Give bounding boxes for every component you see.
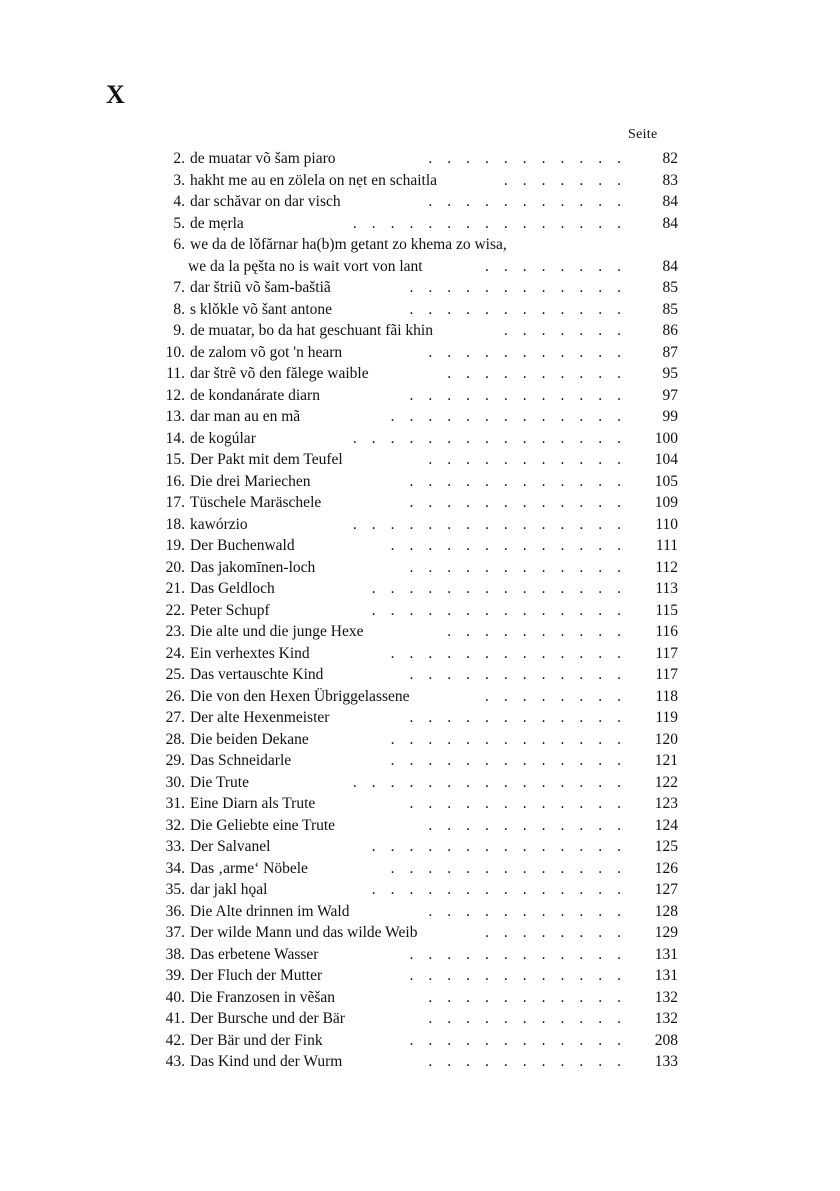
toc-entry-page: 84 — [662, 193, 678, 210]
toc-entry-number: 11. — [166, 365, 185, 382]
leader-dots: ............ — [409, 945, 636, 963]
toc-entry-title: Die Trute — [190, 773, 249, 791]
toc-entry-number: 14. — [165, 429, 185, 447]
toc-entry-page: 118 — [655, 687, 678, 705]
toc-entry-number: 2. — [173, 150, 185, 167]
toc-entry-title: de muatar võ šam piaro — [190, 150, 336, 167]
toc-entry — [140, 944, 700, 966]
toc-entry-number: 10. — [165, 343, 185, 361]
toc-entry-number: 41. — [165, 1010, 185, 1027]
toc-entry-title: Der Pakt mit dem Teufel — [190, 451, 343, 468]
leader-dots: ............... — [352, 429, 636, 447]
toc-entry-title: de muatar, bo da hat geschuant fãi khin — [190, 322, 433, 339]
leader-dots: .............. — [371, 601, 636, 619]
leader-dots: ............... — [352, 773, 636, 791]
toc-entry-title: Ein verhextes Kind — [190, 644, 310, 662]
toc-entry-title: hakht me au en zölela on nẹt en schaitla — [190, 171, 438, 189]
leader-dots: ............ — [409, 386, 636, 404]
toc-entry-page: 82 — [662, 150, 678, 167]
toc-entry-number: 3. — [173, 171, 185, 189]
leader-dots: .............. — [371, 881, 636, 898]
toc-entry — [140, 1051, 700, 1073]
column-header-seite: Seite — [628, 127, 658, 142]
toc-entry — [140, 428, 700, 450]
toc-entry-number: 12. — [165, 386, 185, 404]
leader-dots: ....... — [503, 171, 636, 189]
toc-entry-number: 21. — [165, 580, 185, 597]
toc-entry-number: 40. — [165, 988, 185, 1006]
toc-entry-page: 116 — [655, 623, 678, 640]
toc-entry-title: s klǒkle võ šant antone — [190, 300, 333, 318]
toc-entry-title: dar schăvar on dar visch — [190, 193, 341, 210]
toc-entry — [140, 234, 700, 277]
leader-dots: .......... — [447, 623, 636, 640]
toc-entry-title: de mẹrla — [190, 214, 244, 232]
toc-entry-page: 85 — [662, 300, 678, 318]
toc-entry-number: 34. — [165, 859, 185, 877]
toc-entry-page: 87 — [662, 343, 678, 361]
leader-dots: ............. — [390, 752, 636, 769]
toc-entry-title-continued: we da la pęšta no is wait vort von lant — [188, 257, 423, 275]
toc-entry-number: 30. — [165, 773, 185, 791]
toc-entry-page: 83 — [662, 171, 678, 189]
toc-entry — [140, 385, 700, 407]
toc-entry-number: 37. — [165, 924, 185, 941]
leader-dots: .............. — [371, 838, 636, 855]
toc-entry-title: Der Fluch der Mutter — [190, 967, 323, 984]
toc-entry — [140, 772, 700, 794]
toc-entry-title: Die drei Mariechen — [190, 472, 311, 490]
toc-entry — [140, 987, 700, 1009]
toc-entry-page: 117 — [655, 644, 678, 662]
leader-dots: ............ — [409, 1031, 636, 1049]
toc-entry-number: 27. — [165, 709, 185, 726]
toc-entry — [140, 729, 700, 751]
toc-entry-title: Der Salvanel — [190, 838, 271, 855]
toc-entry — [140, 578, 700, 600]
toc-entry-title: Der alte Hexenmeister — [190, 709, 330, 726]
toc-entry-number: 23. — [165, 623, 185, 640]
toc-entry — [140, 299, 700, 321]
toc-entry-number: 20. — [165, 558, 185, 576]
leader-dots: ........... — [428, 988, 636, 1006]
toc-entry-number: 36. — [165, 902, 185, 920]
leader-dots: ........... — [428, 816, 636, 834]
toc-entry-page: 119 — [655, 709, 678, 726]
table-of-contents — [140, 148, 700, 1073]
toc-entry-title: Die Alte drinnen im Wald — [190, 902, 350, 920]
toc-entry-page: 132 — [654, 1010, 678, 1027]
toc-entry — [140, 514, 700, 536]
toc-entry — [140, 1030, 700, 1052]
toc-entry-page: 122 — [654, 773, 678, 791]
toc-entry-page: 124 — [654, 816, 678, 834]
toc-entry-page: 128 — [654, 902, 678, 920]
toc-entry — [140, 901, 700, 923]
toc-entry-page: 111 — [655, 537, 678, 554]
leader-dots: ............ — [409, 279, 636, 296]
toc-entry-title: Das erbetene Wasser — [190, 945, 319, 963]
toc-entry-number: 4. — [173, 193, 185, 210]
leader-dots: ............. — [390, 859, 636, 877]
toc-entry — [140, 406, 700, 428]
toc-entry — [140, 664, 700, 686]
toc-entry-title: Die Franzosen in vẽšan — [190, 988, 336, 1006]
toc-entry-number: 19. — [165, 537, 185, 554]
toc-entry — [140, 965, 700, 987]
toc-entry-title: Der Bär und der Fink — [190, 1031, 323, 1049]
toc-entry-page: 115 — [655, 601, 678, 619]
leader-dots: ............ — [409, 472, 636, 490]
toc-entry-number: 16. — [165, 472, 185, 490]
toc-entry-number: 13. — [165, 408, 185, 425]
toc-entry-page: 121 — [654, 752, 678, 769]
leader-dots: ........... — [428, 193, 636, 210]
toc-entry-page: 84 — [662, 257, 678, 275]
toc-entry — [140, 686, 700, 708]
leader-dots: ............. — [390, 644, 636, 662]
toc-entry-page: 112 — [655, 558, 678, 576]
toc-entry — [140, 277, 700, 299]
toc-entry-title: we da de lǒfărnar ha(b)m getant zo khema zo wisa, — [190, 236, 507, 253]
toc-entry-page: 129 — [654, 924, 678, 941]
toc-entry-number: 31. — [165, 795, 185, 812]
toc-entry — [140, 793, 700, 815]
toc-entry — [140, 170, 700, 192]
leader-dots: ............. — [390, 408, 636, 425]
toc-entry-number: 32. — [165, 816, 185, 834]
toc-entry-page: 97 — [662, 386, 678, 404]
toc-entry — [140, 148, 700, 170]
toc-entry-page: 110 — [655, 515, 678, 533]
toc-entry-title: kawórzio — [190, 515, 248, 533]
toc-entry-page: 99 — [662, 408, 678, 425]
toc-entry — [140, 836, 700, 858]
toc-entry — [140, 879, 700, 901]
toc-entry-title: de zalom võ got 'n hearn — [190, 343, 343, 361]
leader-dots: ........... — [428, 902, 636, 920]
toc-entry-number: 18. — [165, 515, 185, 533]
toc-entry — [140, 621, 700, 643]
toc-entry-page: 208 — [654, 1031, 678, 1049]
toc-entry-number: 42. — [165, 1031, 185, 1049]
toc-entry-page: 131 — [654, 945, 678, 963]
toc-entry-page: 117 — [655, 666, 678, 683]
toc-entry-page: 105 — [654, 472, 678, 490]
toc-entry — [140, 858, 700, 880]
toc-entry — [140, 600, 700, 622]
leader-dots: ............... — [352, 515, 636, 533]
leader-dots: ........ — [485, 924, 636, 941]
leader-dots: .............. — [371, 580, 636, 597]
toc-entry-title: Der Buchenwald — [190, 537, 295, 554]
toc-entry-number: 24. — [165, 644, 185, 662]
toc-entry-page: 85 — [662, 279, 678, 296]
leader-dots: ............ — [409, 300, 636, 318]
toc-entry — [140, 707, 700, 729]
toc-entry-number: 43. — [165, 1053, 185, 1070]
toc-entry — [140, 643, 700, 665]
toc-entry — [140, 471, 700, 493]
toc-entry-title: dar štrẽ võ den fălege waible — [190, 365, 369, 382]
leader-dots: ........ — [485, 687, 636, 705]
toc-entry-number: 26. — [165, 687, 185, 705]
toc-entry-title: Peter Schupf — [190, 601, 270, 619]
toc-entry-title: Die Geliebte eine Trute — [190, 816, 336, 834]
leader-dots: ............. — [390, 730, 636, 748]
toc-entry-title: Das Geldloch — [190, 580, 275, 597]
toc-entry-title: Das Kind und der Wurm — [190, 1053, 343, 1070]
toc-entry-number: 35. — [165, 881, 185, 898]
leader-dots: ........... — [428, 451, 636, 468]
toc-entry-title: Tüschele Maräschele — [190, 494, 322, 511]
toc-entry-page: 126 — [654, 859, 678, 877]
toc-entry — [140, 922, 700, 944]
toc-entry-number: 7. — [173, 279, 185, 296]
leader-dots: ........... — [428, 343, 636, 361]
toc-entry — [140, 320, 700, 342]
toc-entry-page: 95 — [662, 365, 678, 382]
toc-entry-title: Die beiden Dekane — [190, 730, 309, 748]
leader-dots: ........ — [485, 257, 636, 275]
toc-entry-title: Der Bursche und der Bär — [190, 1010, 345, 1027]
toc-entry — [140, 492, 700, 514]
toc-entry — [140, 557, 700, 579]
toc-entry-number: 38. — [165, 945, 185, 963]
toc-entry-page: 100 — [654, 429, 678, 447]
leader-dots: ............ — [409, 494, 636, 511]
toc-entry-title: Der wilde Mann und das wilde Weib — [190, 924, 418, 941]
toc-entry-page: 131 — [654, 967, 678, 984]
toc-entry-page: 127 — [654, 881, 678, 898]
toc-entry — [140, 1008, 700, 1030]
toc-entry — [140, 750, 700, 772]
toc-entry-title: de kogúlar — [190, 429, 256, 447]
toc-entry — [140, 363, 700, 385]
page-number: X — [106, 80, 125, 109]
toc-entry-title: Das jakomīnen-loch — [190, 558, 316, 576]
toc-entry-number: 6. — [173, 236, 185, 253]
toc-entry — [140, 191, 700, 213]
leader-dots: ............... — [352, 214, 636, 232]
leader-dots: ............ — [409, 666, 636, 683]
toc-entry — [140, 342, 700, 364]
toc-entry-page: 133 — [654, 1053, 678, 1070]
toc-entry-number: 8. — [173, 300, 185, 318]
toc-entry-page: 104 — [654, 451, 678, 468]
toc-entry-page: 84 — [662, 214, 678, 232]
toc-entry-title: Das Schneidarle — [190, 752, 292, 769]
toc-entry-title: Das ‚arme‘ Nöbele — [190, 859, 308, 877]
toc-entry-number: 9. — [173, 322, 185, 339]
toc-entry-title: dar man au en mã — [190, 408, 301, 425]
leader-dots: ............. — [390, 537, 636, 554]
leader-dots: ........... — [428, 150, 636, 167]
toc-entry-title: dar jakl hǫal — [190, 881, 268, 898]
toc-entry — [140, 213, 700, 235]
toc-entry-number: 33. — [165, 838, 185, 855]
toc-entry-page: 109 — [654, 494, 678, 511]
toc-entry-title: Die von den Hexen Übriggelassene — [190, 687, 410, 705]
toc-entry-title: Das vertauschte Kind — [190, 666, 324, 683]
toc-entry — [140, 449, 700, 471]
leader-dots: ........... — [428, 1053, 636, 1070]
toc-entry-number: 29. — [165, 752, 185, 769]
toc-entry-number: 25. — [165, 666, 185, 683]
leader-dots: .......... — [447, 365, 636, 382]
toc-entry-number: 17. — [165, 494, 185, 511]
toc-entry-title: Eine Diarn als Trute — [190, 795, 316, 812]
toc-entry — [140, 815, 700, 837]
leader-dots: ............ — [409, 795, 636, 812]
leader-dots: ............ — [409, 967, 636, 984]
leader-dots: ............ — [409, 558, 636, 576]
leader-dots: ............ — [409, 709, 636, 726]
toc-entry-page: 120 — [654, 730, 678, 748]
toc-entry-title: de kondanárate diarn — [190, 386, 320, 404]
leader-dots: ....... — [503, 322, 636, 339]
toc-entry-page: 123 — [654, 795, 678, 812]
toc-entry-page: 132 — [654, 988, 678, 1006]
toc-entry-page: 113 — [655, 580, 678, 597]
toc-entry-title: Die alte und die junge Hexe — [190, 623, 364, 640]
toc-entry-number: 22. — [165, 601, 185, 619]
toc-entry-number: 5. — [173, 214, 185, 232]
toc-entry-number: 28. — [165, 730, 185, 748]
leader-dots: ........... — [428, 1010, 636, 1027]
toc-entry-number: 39. — [165, 967, 185, 984]
toc-entry-number: 15. — [165, 451, 185, 468]
toc-entry — [140, 535, 700, 557]
toc-entry-page: 125 — [654, 838, 678, 855]
toc-entry-title: dar štriũ võ šam-baštiã — [190, 279, 331, 296]
toc-entry-page: 86 — [662, 322, 678, 339]
